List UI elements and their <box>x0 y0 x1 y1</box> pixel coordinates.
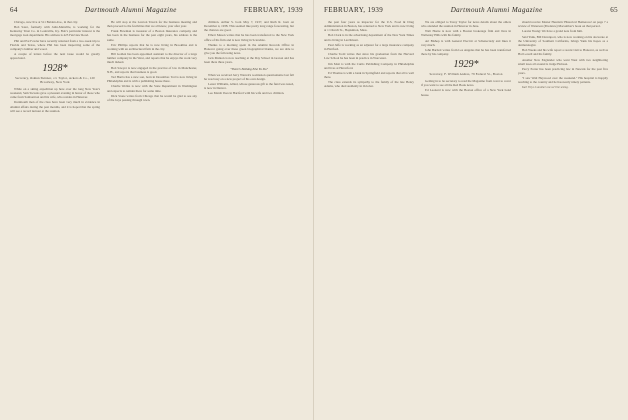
paragraph: the past four years as inspector for the U.S. Food & Drug Administration in Boston, has returned to New York and is now living at 1 Church St., Hopkinton, Mass. <box>324 20 414 33</box>
right-page <box>314 0 628 420</box>
paragraph: Bob Sawyer is now engaged in the practice of law in Manchester, N.H., and reports that business is good. <box>107 65 197 74</box>
left-page-number: 64 <box>10 6 18 14</box>
column <box>421 20 511 98</box>
paragraph: While on a skiing expedition up here over the long New Year's weekend, Sam Stevens gave a pleasant evening in honor of those who came from Sanbornton and his wife, who resides in Hanover. <box>10 87 100 100</box>
paragraph: Paul Jaffe is working as an adjuster for a large insurance company in Hartford. <box>324 42 414 51</box>
class-year-heading: 1929* <box>453 59 479 71</box>
paragraph: Bob Clark is in the advertising department of the New York Times and is living in Larchmont. <box>324 33 414 42</box>
paragraph: Ed Leonard is now with the Boston office of a New York bond house. <box>421 88 511 97</box>
paragraph: Percy Porter has been practicing law in Newark for the past five years. <box>518 66 608 75</box>
paragraph: Bob Sater, formerly with John-Manville, is working for the Kentucky Trust Co. in Louisville, Ky. Bob's particular interest is the mortgage loan department. His address is 425 Fairview Road. <box>10 25 100 38</box>
class-secretary-byline: Secretary, Osmun Skinner, c/o Taylor, Ackers & Co., 120 Broadway, New York <box>15 76 95 85</box>
paragraph: Leo Marsh lives in Hartford with his wife and two children. <box>208 91 285 96</box>
paragraph: Dick Stone writes from Chicago that he would be glad to see any of the boys passing through town. <box>107 93 197 102</box>
paragraph: Bill Golden has been appointed assistant to the director of a large lumber company in the West, and reports that he enjoys the work very much indeed. <box>107 52 197 65</box>
right-columns <box>324 20 618 98</box>
paragraph: The class extends its sympathy to the family of the late Henry Adams, who died suddenly in October. <box>324 80 414 89</box>
paragraph: Jack Manton is now teaching at the Day School in Groton and has been there three years. <box>204 56 294 65</box>
column <box>10 20 100 114</box>
class-year-heading: 1928* <box>42 63 68 75</box>
column <box>324 20 414 98</box>
paragraph: Charlie Welles is now with the State Department in Washington and expects to remain there for some time. <box>107 84 197 93</box>
paragraph: Getting in to be secretary to read the Magazine from cover to cover if you want to see all the Red Book news. <box>421 79 511 88</box>
paragraph: Ted Harris has a new son, born in December. Ted is now living in Philadelphia and is with a publishing house there. <box>107 75 197 84</box>
paragraph: Karl Fleys is another one we'll be seeing. <box>522 85 569 89</box>
paragraph: Charlie Todd writes that since his graduation from the Harvard Law School he has been in practice in Worcester. <box>324 52 414 61</box>
paragraph: Thanks to a morning spent in the Alumni Records Office in Hanover going over these green biographical blanks, we are able to give you the following news. <box>204 42 294 56</box>
right-page-number: 65 <box>610 6 618 14</box>
left-issue-month: FEBRUARY, 1939 <box>243 6 303 14</box>
paragraph: Dartmouth men of the class have been very much in evidence in Alumni affairs during the past months, and it is hoped that the spring will see a record turnout at the reunion. <box>10 100 100 113</box>
left-magazine-title: Dartmouth Alumni Magazine <box>84 6 177 14</box>
class-secretary-byline: Secretary, F. William Andres, 79 Federal St., Boston <box>429 72 503 77</box>
paragraph: Ed Thomas is with a bank in Springfield and reports that all is well there. <box>324 70 414 80</box>
paragraph: A couple of letters before the next issue would be greatly appreciated. <box>10 52 100 61</box>
paragraph: Eric Phillips reports that he is now living in Brookline and is working with an architectural firm in the city. <box>107 42 197 51</box>
paragraph: Walt Horne is now with a Boston brokerage firm and lives in Wellesley Hills with his family. <box>421 29 511 38</box>
paragraph: Lester Williams, Allied, whose generous gift to the fund was noted, is now in Denver. <box>204 81 294 91</box>
column <box>204 20 294 114</box>
paragraph: Jim Mott is with the Curtis Publishing Company in Philadelphia and lives at Haverford. <box>324 61 414 70</box>
paragraph: Chicago, now live at 511 Belden Ave., in that city. <box>14 20 78 24</box>
paragraph: should receive Master Heuristic Historical Hemerosa! on page 7 a review of Waterson (Prudence) Macomber's book on that period. <box>518 20 608 29</box>
paragraph: Elbert Mason writes that he has been transferred to the New York office of his firm and is now living in Scarsdale. <box>204 33 294 42</box>
paragraph: Bob Weeks and his wife report a recent visit to Hanover, as well as Hal Lowell and his family. <box>518 48 608 57</box>
paragraph: Said Yank, Bill Davenport, who is now working on his doctorate at the University of Southern California, brings Yank his hopes as a dermatologist. <box>518 34 608 47</box>
paragraph: Phil and Pat Fowler have recently returned from a two-week trip to Florida and Texas, where Phil has been inspecting some of the company's lumber and wood. <box>10 38 100 51</box>
paragraph: children. Arthur S. born May 7, 1937, and Ruth R. born on December 4, 1938. This seemed like pretty long range forecasting, but the chances are good. <box>204 20 294 33</box>
paragraph: "I saw Walt Heywood over the weekend." His hospital is happily reaching to the country and he has nearly ninety patients. <box>518 76 608 85</box>
paragraph: He will stop at the Lawton Tavern for the business meeting and then proceed to the festivities that we all know, year after year. <box>107 20 197 29</box>
paragraph: When we received Jerry Warren's re-mission questionnaire last fall he was busy on a new project of his own design. <box>204 72 294 81</box>
paragraph: Lorenz Young: We have a grand note from him. <box>522 29 583 34</box>
left-columns <box>10 20 303 114</box>
paragraph: Another New Englander who went West with two neighboring small trees all around is Judge Hobson. <box>518 57 608 66</box>
column <box>518 20 608 98</box>
paragraph: Frank Bowman is treasurer of a Boston Insurance company and has been in the business for the past eight years, his address is the same. <box>107 29 197 42</box>
left-running-head <box>10 6 303 16</box>
paragraph: John Bartlett writes from Los Angeles that he has been transferred there by his company. <box>421 48 511 57</box>
right-magazine-title: Dartmouth Alumni Magazine <box>450 6 543 14</box>
right-issue-month: FEBRUARY, 1939 <box>324 6 384 14</box>
paragraph: Art Bishop is with General Electric at Schenectady and likes it very much. <box>421 38 511 47</box>
subheading: "There's Nothing Else To Do" <box>230 66 268 71</box>
paragraph: We are obliged to Tavey Taylor for news details about the others who attended the reunion in Hanover in June. <box>421 20 511 29</box>
column <box>107 20 197 114</box>
right-running-head <box>324 6 618 16</box>
